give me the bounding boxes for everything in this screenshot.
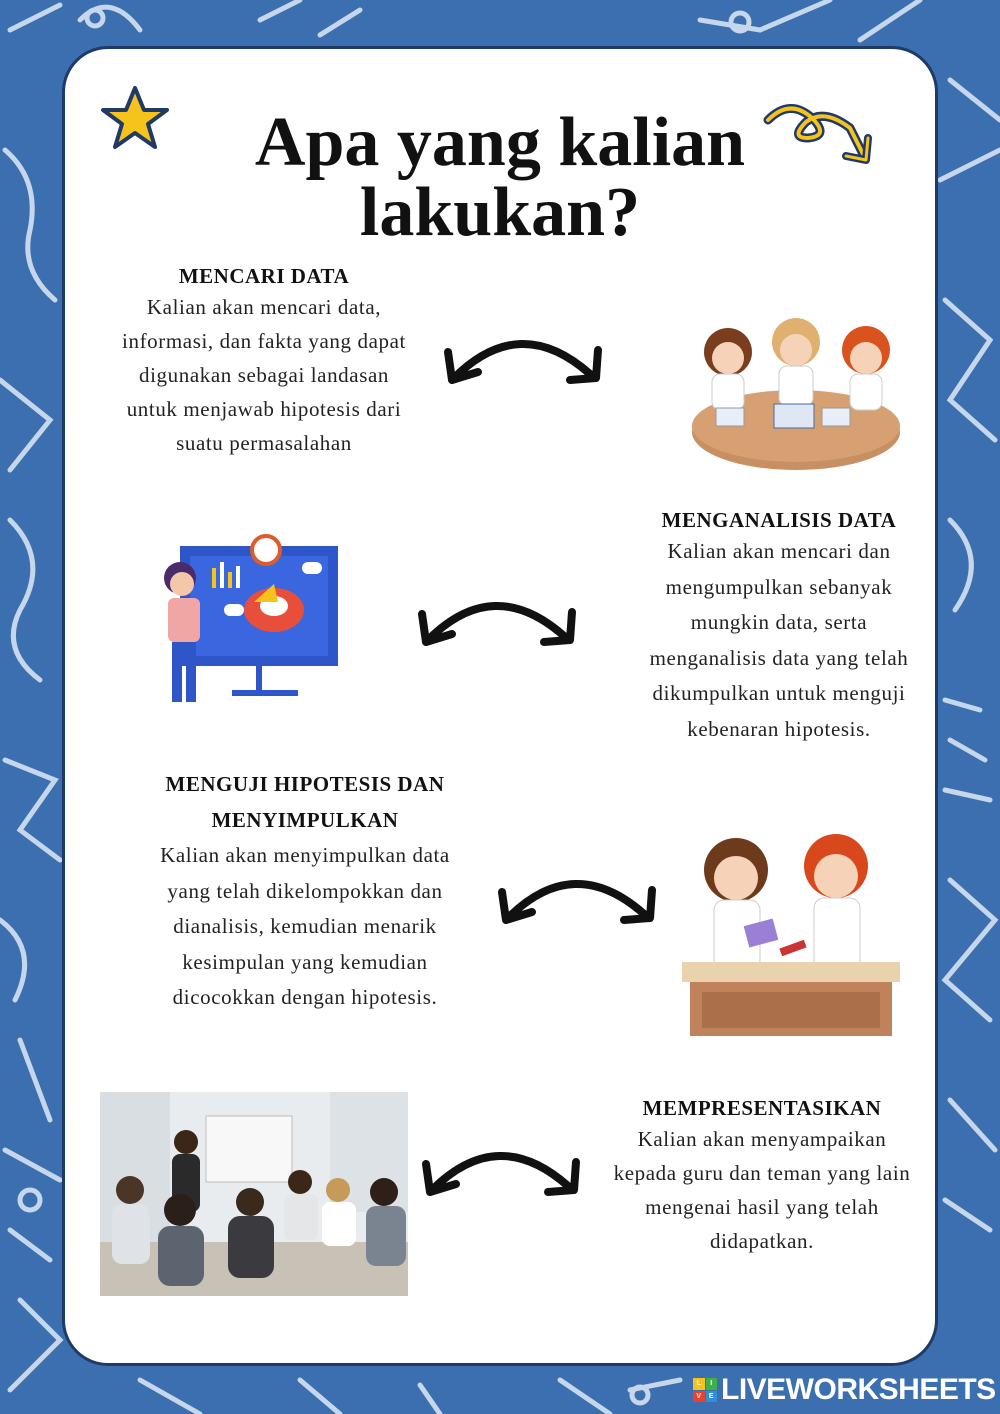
double-arrow-icon (440, 322, 608, 388)
text-line: didapatkan. (710, 1229, 814, 1253)
text-line: digunakan sebagai landasan (138, 363, 389, 387)
double-arrow-icon (494, 862, 662, 928)
text-line: mengenai hasil yang telah (645, 1195, 879, 1219)
logo-badge-letter: E (706, 1391, 718, 1403)
text-line: kesimpulan yang kemudian (182, 949, 428, 974)
logo-text: LIVEWORKSHEETS (721, 1373, 996, 1406)
logo-badge-letter: I (706, 1378, 718, 1390)
section-heading (128, 766, 482, 838)
section-menguji-hipotesis (128, 766, 482, 1016)
kids-table-illustration (676, 312, 916, 472)
section-heading: MENCARI DATA (178, 264, 350, 288)
text-line: mungkin data, serta (690, 610, 868, 634)
text-line: mengumpulkan sebanyak (665, 574, 893, 599)
text-line: kebenaran hipotesis. (687, 716, 871, 741)
heading-line: MENYIMPULKAN (211, 808, 399, 832)
text-line: menganalisis data yang telah (649, 645, 909, 670)
presentation-board-illustration (158, 532, 342, 712)
double-arrow-icon (414, 584, 582, 650)
section-text (100, 290, 428, 460)
heading-line: MENGUJI HIPOTESIS DAN (165, 772, 445, 796)
logo-badge-letter: L (693, 1378, 705, 1390)
text-line: dicocokkan dengan hipotesis. (172, 985, 438, 1009)
kids-experiment-illustration (676, 826, 906, 1038)
section-menganalisis-data (620, 506, 938, 747)
section-heading: MENGANALISIS DATA (661, 508, 897, 532)
star-icon (100, 84, 170, 154)
text-line: suatu permasalahan (176, 431, 352, 455)
text-line: yang telah dikelompokkan dan (167, 878, 443, 903)
text-line: kepada guru dan teman yang lain (613, 1161, 911, 1185)
section-text (620, 534, 938, 747)
meeting-photo (100, 1092, 408, 1296)
text-line: Kalian akan menyimpulkan data (160, 843, 450, 867)
text-line: Kalian akan mencari data, (146, 295, 382, 319)
logo-badge-letter: V (693, 1391, 705, 1403)
page-title (200, 104, 800, 251)
text-line: informasi, dan fakta yang dapat (122, 329, 406, 353)
section-heading: MEMPRESENTASIKAN (642, 1096, 882, 1120)
liveworksheets-logo (693, 1374, 996, 1406)
section-mencari-data (100, 262, 428, 460)
section-mempresentasikan (592, 1094, 932, 1258)
title-line-2: lakukan? (359, 174, 641, 251)
title-line-1: Apa yang kalian (254, 104, 746, 181)
text-line: dikumpulkan untuk menguji (652, 681, 906, 705)
text-line: Kalian akan menyampaikan (637, 1127, 887, 1151)
text-line: untuk menjawab hipotesis dari (126, 397, 402, 421)
text-line: dianalisis, kemudian menarik (173, 914, 437, 938)
logo-badge (693, 1378, 717, 1402)
section-text (592, 1122, 932, 1258)
section-text (128, 838, 482, 1016)
double-arrow-icon (418, 1134, 586, 1200)
text-line: Kalian akan mencari dan (667, 539, 891, 563)
